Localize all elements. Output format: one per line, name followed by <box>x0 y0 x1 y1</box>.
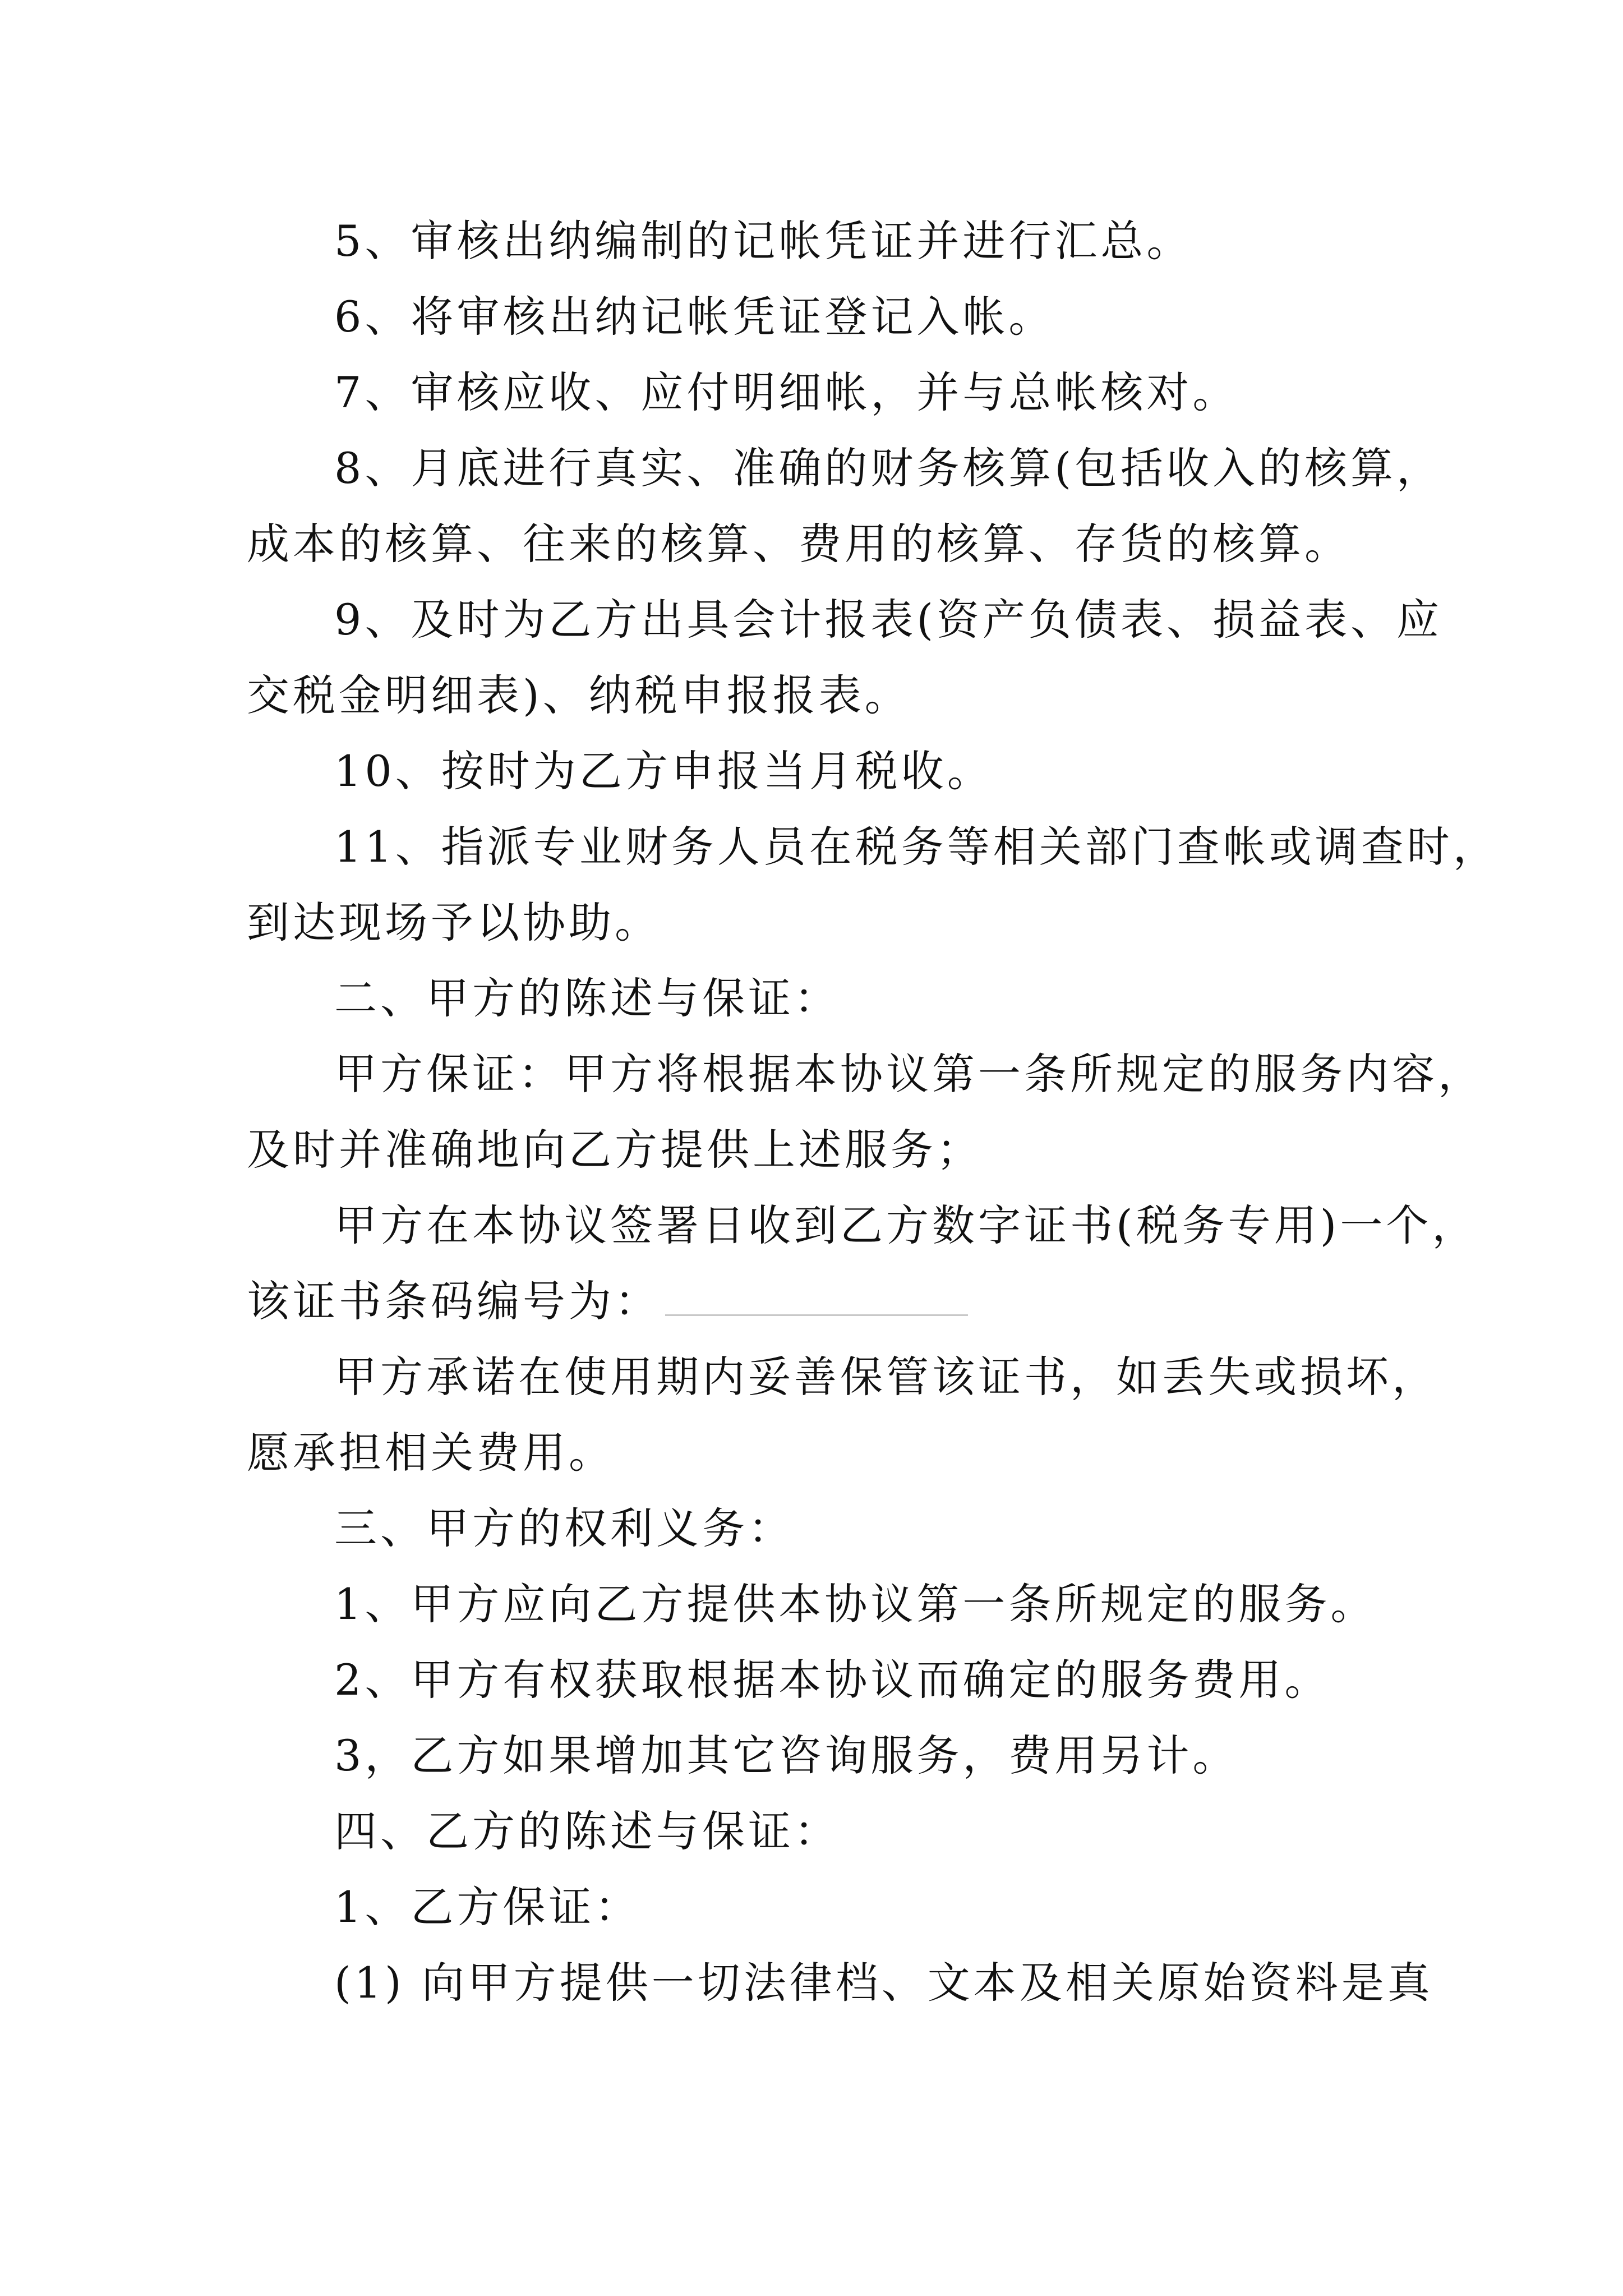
paragraph-line: 甲方保证：甲方将根据本协议第一条所规定的服务内容， <box>334 1049 1484 1099</box>
section-heading: 三、甲方的权利义务： <box>334 1503 794 1553</box>
paragraph-line: 1、甲方应向乙方提供本协议第一条所规定的服务。 <box>334 1579 1377 1629</box>
paragraph-line: 9、及时为乙方出具会计报表(资产负债表、损益表、应 <box>334 595 1443 645</box>
paragraph-line: 7、审核应收、应付明细帐，并与总帐核对。 <box>334 367 1239 417</box>
paragraph-line: 到达现场予以协助。 <box>247 898 661 947</box>
paragraph-line: 3，乙方如果增加其它咨询服务，费用另计。 <box>334 1731 1239 1780</box>
paragraph-line: (1) 向甲方提供一切法律档、文本及相关原始资料是真 <box>334 1958 1433 2008</box>
paragraph-line: 及时并准确地向乙方提供上述服务； <box>247 1125 983 1175</box>
paragraph-line: 1、乙方保证： <box>334 1882 641 1932</box>
paragraph-line: 成本的核算、往来的核算、费用的核算、存货的核算。 <box>247 519 1350 569</box>
paragraph-line: 11、指派专业财务人员在税务等相关部门查帐或调查时， <box>334 822 1499 872</box>
paragraph-line: 2、甲方有权获取根据本协议而确定的服务费用。 <box>334 1655 1331 1705</box>
certificate-number-blank <box>665 1311 968 1316</box>
paragraph-line: 10、按时为乙方申报当月税收。 <box>334 746 993 796</box>
paragraph-line: 交税金明细表)、纳税申报报表。 <box>247 670 911 720</box>
section-heading: 四、乙方的陈述与保证： <box>334 1806 840 1856</box>
paragraph-line: 愿承担相关费用。 <box>247 1428 615 1478</box>
certificate-number-line <box>247 1273 1413 1329</box>
section-heading: 二、甲方的陈述与保证： <box>334 973 840 1023</box>
paragraph-line: 6、将审核出纳记帐凭证登记入帐。 <box>334 292 1055 342</box>
certificate-number-label: 该证书条码编号为： <box>247 1276 661 1326</box>
paragraph-line: 8、月底进行真实、准确的财务核算(包括收入的核算， <box>334 443 1443 493</box>
paragraph-line: 甲方承诺在使用期内妥善保管该证书，如丢失或损坏， <box>334 1352 1438 1402</box>
paragraph-line: 甲方在本协议签署日收到乙方数字证书(税务专用)一个， <box>334 1200 1478 1250</box>
paragraph-line: 5、审核出纳编制的记帐凭证并进行汇总。 <box>334 216 1193 266</box>
